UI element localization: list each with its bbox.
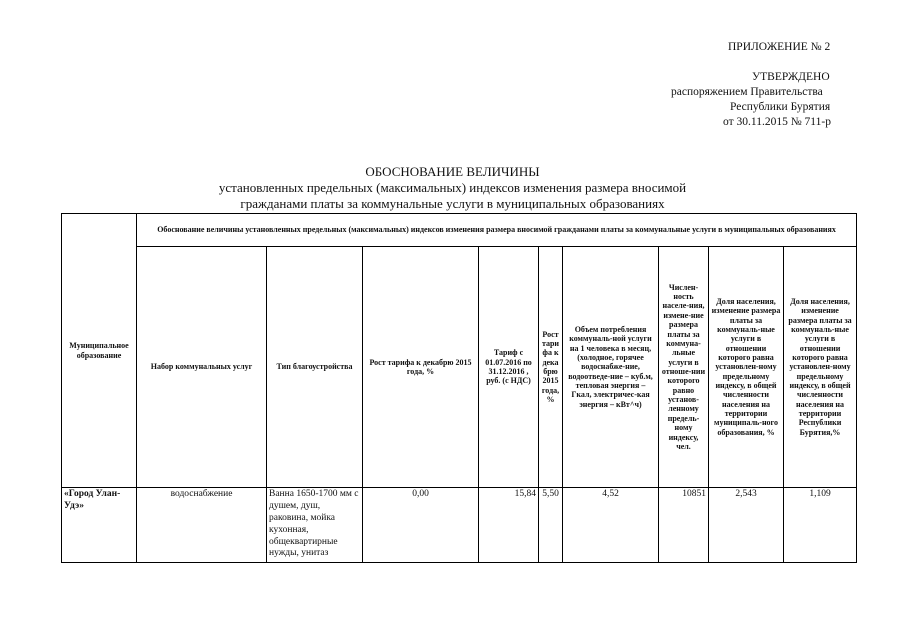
cell-services: водоснабжение bbox=[137, 488, 267, 563]
column-header-tariff-growth: Рост тарифа к декабрю 2015 года, % bbox=[363, 247, 479, 488]
cell-share-municipal: 2,543 bbox=[709, 488, 784, 563]
cell-growth-december: 5,50 bbox=[539, 488, 563, 563]
appendix-label: ПРИЛОЖЕНИЕ № 2 bbox=[728, 41, 831, 53]
cell-share-republic: 1,109 bbox=[784, 488, 857, 563]
cell-volume: 4,52 bbox=[563, 488, 659, 563]
document-title: ОБОСНОВАНИЕ ВЕЛИЧИНЫ bbox=[365, 164, 540, 179]
document-subtitle-line1: установленных предельных (максимальных) индексов изменения размера вносимой bbox=[218, 180, 687, 195]
column-header-amenities: Тип благоустройства bbox=[267, 247, 363, 488]
column-header-share-municipal: Доля населения, изменение размера платы за коммуналь-ные услуги в отношении которого равна установлен-ному предельному индексу, в общей численности населения на территории муниципаль-ного образования, % bbox=[709, 247, 784, 488]
column-header-municipality: Муниципальное образование bbox=[62, 214, 137, 488]
column-header-services: Набор коммунальных услуг bbox=[137, 247, 267, 488]
cell-tariff-growth: 0,00 bbox=[363, 488, 479, 563]
column-header-share-republic: Доля населения, изменение размера платы за коммуналь-ные услуги в отношении которого равна установлен-ному предельному индексу, в общей численности населения на территории Республики Бурятия,% bbox=[784, 247, 857, 488]
approval-date: от 30.11.2015 № 711-р bbox=[723, 116, 831, 128]
approved-label: УТВЕРЖДЕНО bbox=[752, 71, 830, 83]
column-header-population: Числен-ность населе-ния, измене-ние размера платы за коммуна-льные услуги в отноше-нии которого равно установ-ленному предель-ному индексу, чел. bbox=[659, 247, 709, 488]
document-subtitle-line2: гражданами платы за коммунальные услуги в муниципальных образованиях bbox=[240, 196, 665, 211]
approval-republic: Республики Бурятия bbox=[730, 101, 831, 113]
cell-population: 10851 bbox=[659, 488, 709, 563]
approval-order: распоряжением Правительства bbox=[671, 86, 823, 98]
column-header-growth-december: Рост тарифа к декабрю 2015 года, % bbox=[539, 247, 563, 488]
column-header-volume: Объем потребления коммуналь-ной услуги на 1 человека в месяц, (холодное, горячее водоснабже-ние, водоотведе-ние – куб.м, тепловая энергия – Гкал, электричес-кая энергия – кВт^ч) bbox=[563, 247, 659, 488]
tariff-index-table bbox=[61, 213, 857, 563]
table-row bbox=[62, 488, 857, 563]
cell-amenities: Ванна 1650-1700 мм с душем, душ, раковина, мойка кухонная, общеквартирные нужды, унитаз bbox=[267, 488, 363, 563]
column-header-tariff: Тариф с 01.07.2016 по 31.12.2016 , руб. (с НДС) bbox=[479, 247, 539, 488]
cell-tariff: 15,84 bbox=[479, 488, 539, 563]
table-group-header: Обоснование величины установленных предельных (максимальных) индексов изменения размера вносимой гражданами платы за коммунальные услуги в муниципальных образованиях bbox=[137, 214, 857, 247]
cell-municipality: «Город Улан-Удэ» bbox=[62, 488, 137, 563]
